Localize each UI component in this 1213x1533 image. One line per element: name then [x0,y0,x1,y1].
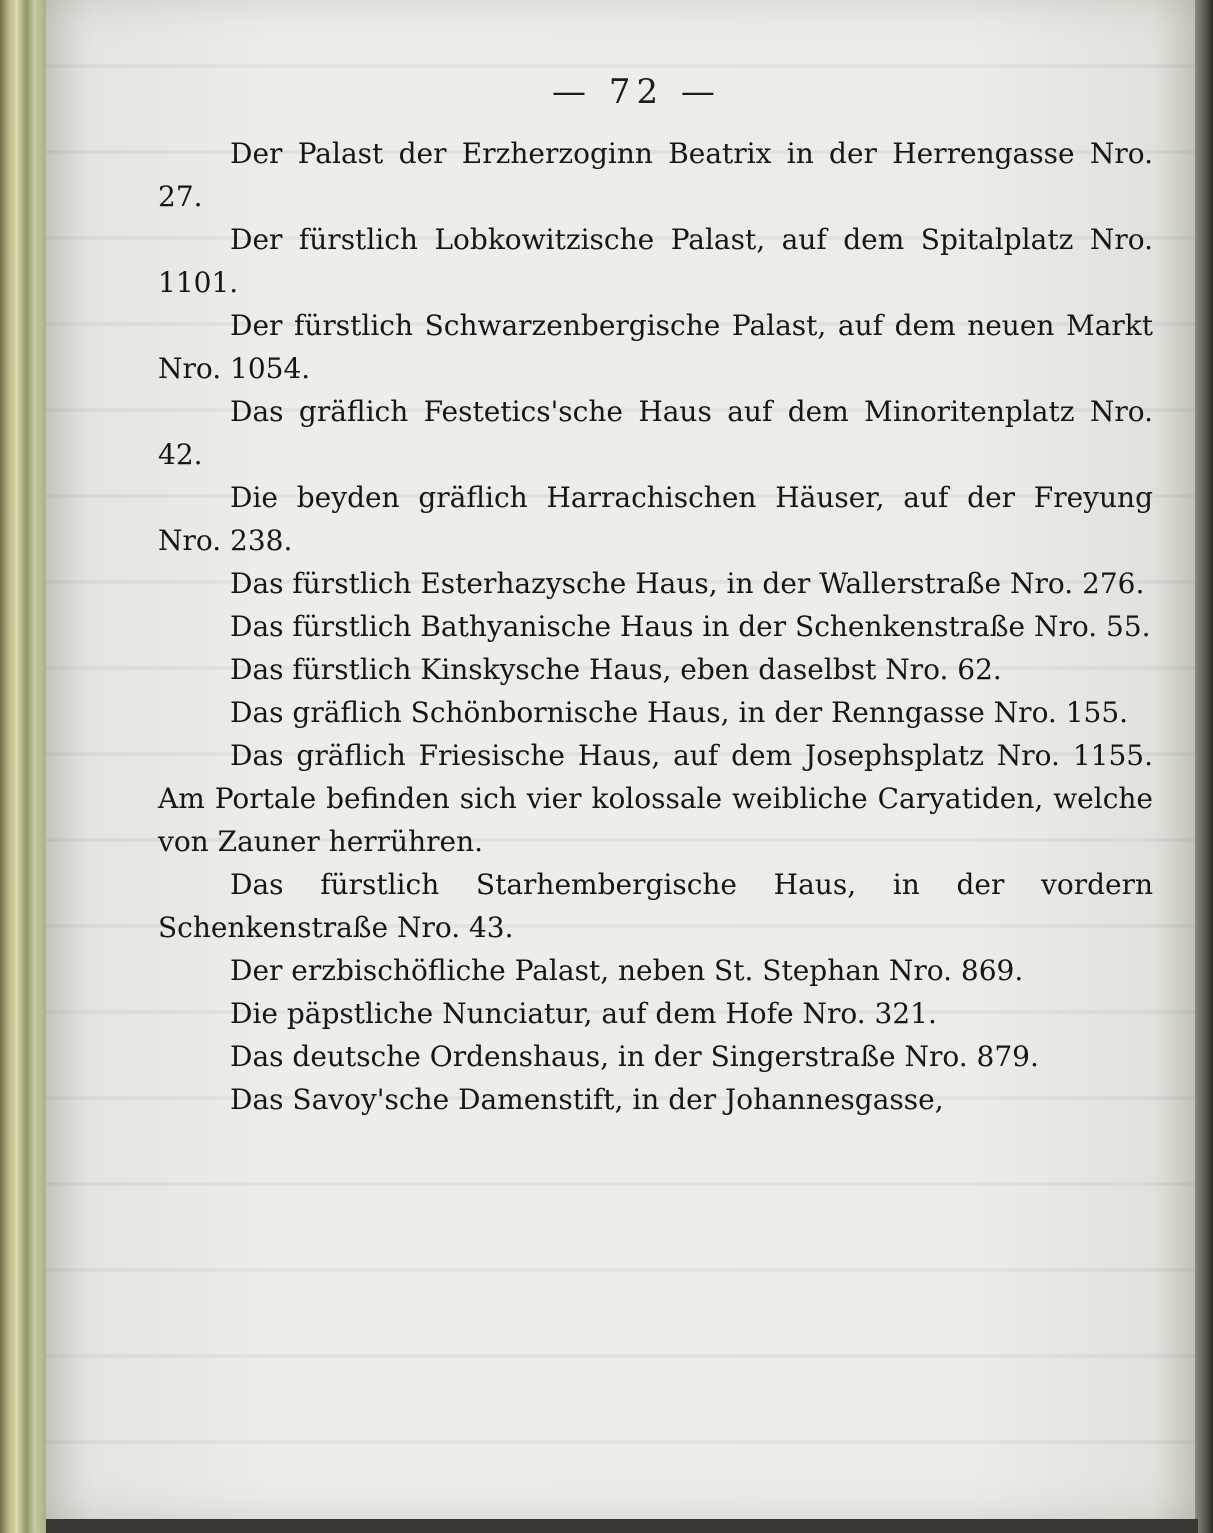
paragraph: Das gräflich Festetics'sche Haus auf dem Minoritenplatz Nro. 42. [158,395,1153,471]
page-right-edge [1195,0,1213,1533]
paragraph: Das deutsche Ordenshaus, in der Singerstraße Nro. 879. [230,1040,1039,1073]
paragraph: Das gräflich Schönbornische Haus, in der Renngasse Nro. 155. [230,696,1129,729]
body-text [158,132,1153,1121]
paragraph: Der fürstlich Schwarzenbergische Palast, auf dem neuen Markt Nro. 1054. [158,309,1153,385]
page-number: — 72 — [552,72,721,112]
paragraph: Das fürstlich Kinskysche Haus, eben daselbst Nro. 62. [230,653,1002,686]
paragraph: Die päpstliche Nunciatur, auf dem Hofe Nro. 321. [230,997,937,1030]
page-bottom-edge [46,1519,1198,1533]
paragraph: Das Savoy'sche Damenstift, in der Johannesgasse, [230,1083,944,1116]
paragraph: Die beyden gräflich Harrachischen Häuser, auf der Freyung Nro. 238. [158,481,1153,557]
book-spine-edge [0,0,48,1533]
paragraph: Der Palast der Erzherzoginn Beatrix in der Herrengasse Nro. 27. [158,137,1153,213]
paragraph: Das fürstlich Bathyanische Haus in der Schenkenstraße Nro. 55. [230,610,1151,643]
paragraph: Der fürstlich Lobkowitzische Palast, auf dem Spitalplatz Nro. 1101. [158,223,1153,299]
paragraph: Das fürstlich Starhembergische Haus, in der vordern Schenkenstraße Nro. 43. [158,868,1153,944]
paragraph: Das gräflich Friesische Haus, auf dem Josephsplatz Nro. 1155. Am Portale befinden sich vier kolossale weibliche Caryatiden, welche von Zauner herrühren. [158,739,1153,858]
paragraph: Das fürstlich Esterhazysche Haus, in der Wallerstraße Nro. 276. [230,567,1145,600]
paragraph: Der erzbischöfliche Palast, neben St. Stephan Nro. 869. [230,954,1024,987]
page-header [0,72,1213,112]
